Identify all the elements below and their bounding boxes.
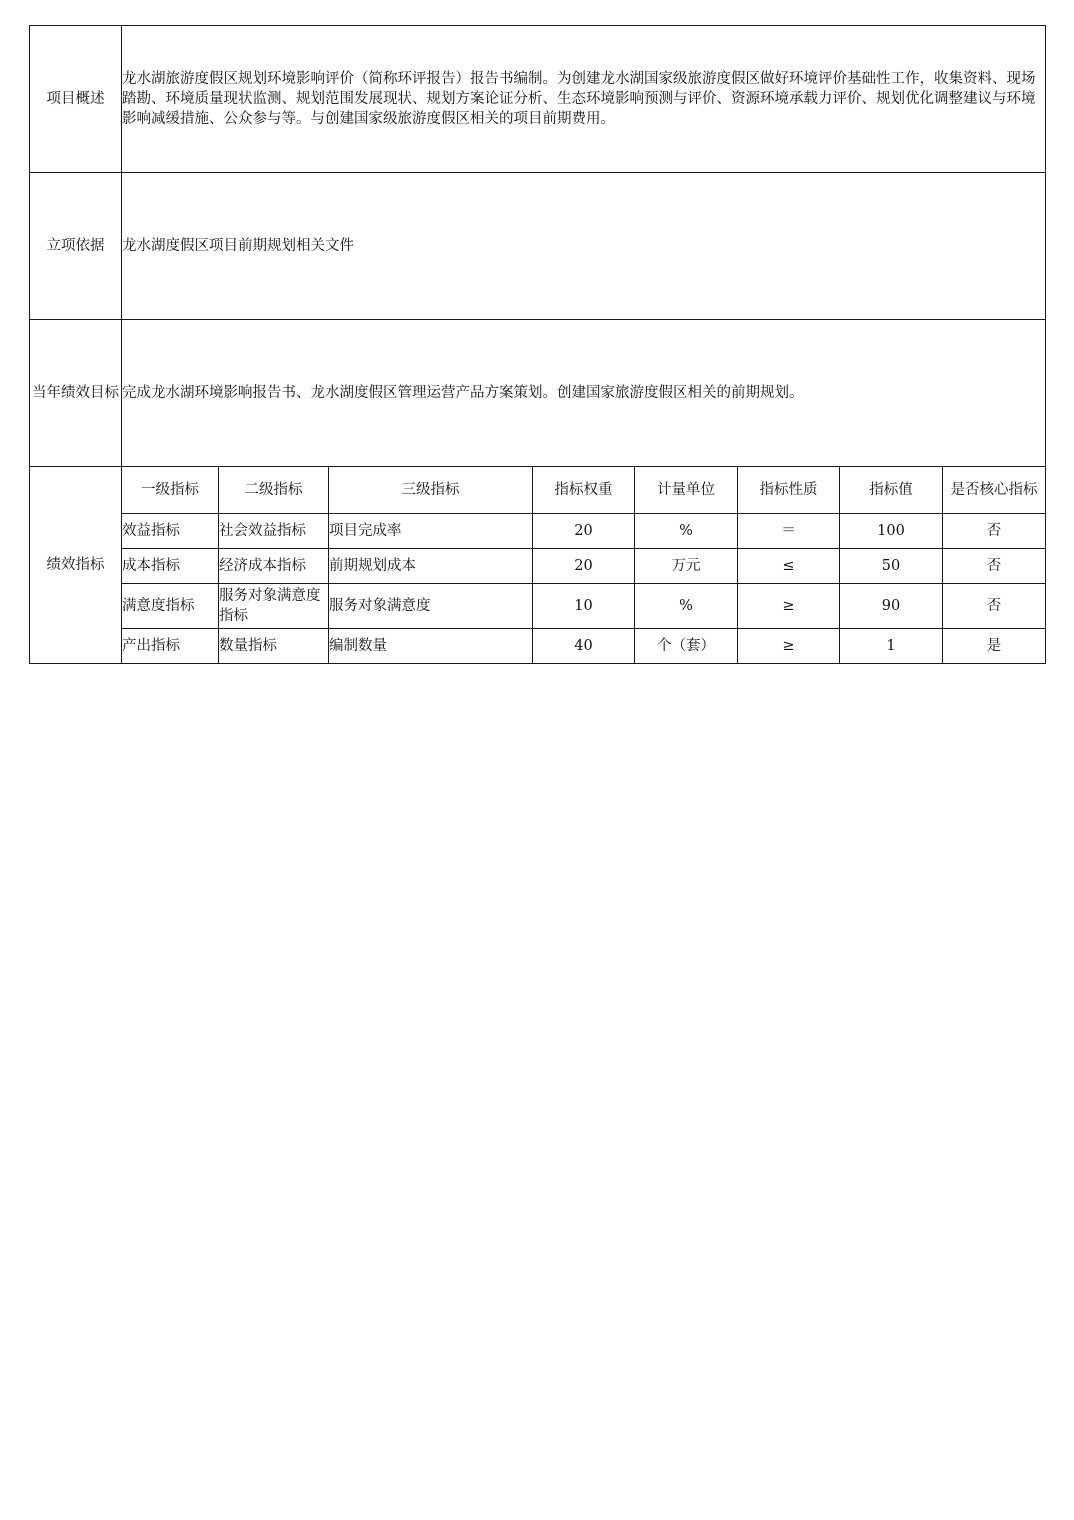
cell-core: 否	[943, 514, 1046, 549]
annual-goal-row	[30, 320, 1046, 467]
cell-value: 100	[840, 514, 943, 549]
cell-value: 50	[840, 549, 943, 584]
cell-level3: 项目完成率	[329, 514, 533, 549]
cell-unit: 个（套）	[635, 629, 738, 664]
performance-form-table	[29, 25, 1046, 664]
header-level2: 二级指标	[219, 467, 329, 514]
annual-goal-label: 当年绩效目标	[30, 320, 122, 467]
cell-weight: 20	[533, 514, 635, 549]
cell-level3: 服务对象满意度	[329, 584, 533, 629]
cell-unit: %	[635, 514, 738, 549]
cell-core: 否	[943, 549, 1046, 584]
cell-value: 90	[840, 584, 943, 629]
cell-core: 否	[943, 584, 1046, 629]
header-level1: 一级指标	[122, 467, 219, 514]
cell-weight: 10	[533, 584, 635, 629]
cell-unit: %	[635, 584, 738, 629]
header-nature: 指标性质	[738, 467, 840, 514]
cell-unit: 万元	[635, 549, 738, 584]
overview-label: 项目概述	[30, 26, 122, 173]
cell-nature: ≥	[738, 584, 840, 629]
overview-text: 龙水湖旅游度假区规划环境影响评价（简称环评报告）报告书编制。为创建龙水湖国家级旅游度假区做好环境评价基础性工作，收集资料、现场踏勘、环境质量现状监测、规划范围发展现状、规划方案论证分析、生态环境影响预测与评价、资源环境承载力评价、规划优化调整建议与环境影响减缓措施、公众参与等。与创建国家级旅游度假区相关的项目前期费用。	[122, 26, 1046, 173]
basis-row	[30, 173, 1046, 320]
cell-value: 1	[840, 629, 943, 664]
header-value: 指标值	[840, 467, 943, 514]
header-unit: 计量单位	[635, 467, 738, 514]
header-core: 是否核心指标	[943, 467, 1046, 514]
annual-goal-text: 完成龙水湖环境影响报告书、龙水湖度假区管理运营产品方案策划。创建国家旅游度假区相关的前期规划。	[122, 320, 1046, 467]
cell-level2: 服务对象满意度指标	[219, 584, 329, 629]
cell-level1: 产出指标	[122, 629, 219, 664]
cell-nature: ≥	[738, 629, 840, 664]
basis-text: 龙水湖度假区项目前期规划相关文件	[122, 173, 1046, 320]
cell-level3: 前期规划成本	[329, 549, 533, 584]
table-row	[30, 629, 1046, 664]
cell-nature: ＝	[738, 514, 840, 549]
header-weight: 指标权重	[533, 467, 635, 514]
cell-level1: 成本指标	[122, 549, 219, 584]
cell-weight: 40	[533, 629, 635, 664]
cell-weight: 20	[533, 549, 635, 584]
cell-level2: 数量指标	[219, 629, 329, 664]
table-row	[30, 514, 1046, 549]
cell-nature: ≤	[738, 549, 840, 584]
cell-level2: 经济成本指标	[219, 549, 329, 584]
cell-level3: 编制数量	[329, 629, 533, 664]
cell-level2: 社会效益指标	[219, 514, 329, 549]
indicators-label: 绩效指标	[30, 467, 122, 664]
cell-core: 是	[943, 629, 1046, 664]
basis-label: 立项依据	[30, 173, 122, 320]
header-level3: 三级指标	[329, 467, 533, 514]
table-row	[30, 549, 1046, 584]
cell-level1: 效益指标	[122, 514, 219, 549]
cell-level1: 满意度指标	[122, 584, 219, 629]
overview-row	[30, 26, 1046, 173]
table-row	[30, 584, 1046, 629]
indicator-header-row	[30, 467, 1046, 514]
